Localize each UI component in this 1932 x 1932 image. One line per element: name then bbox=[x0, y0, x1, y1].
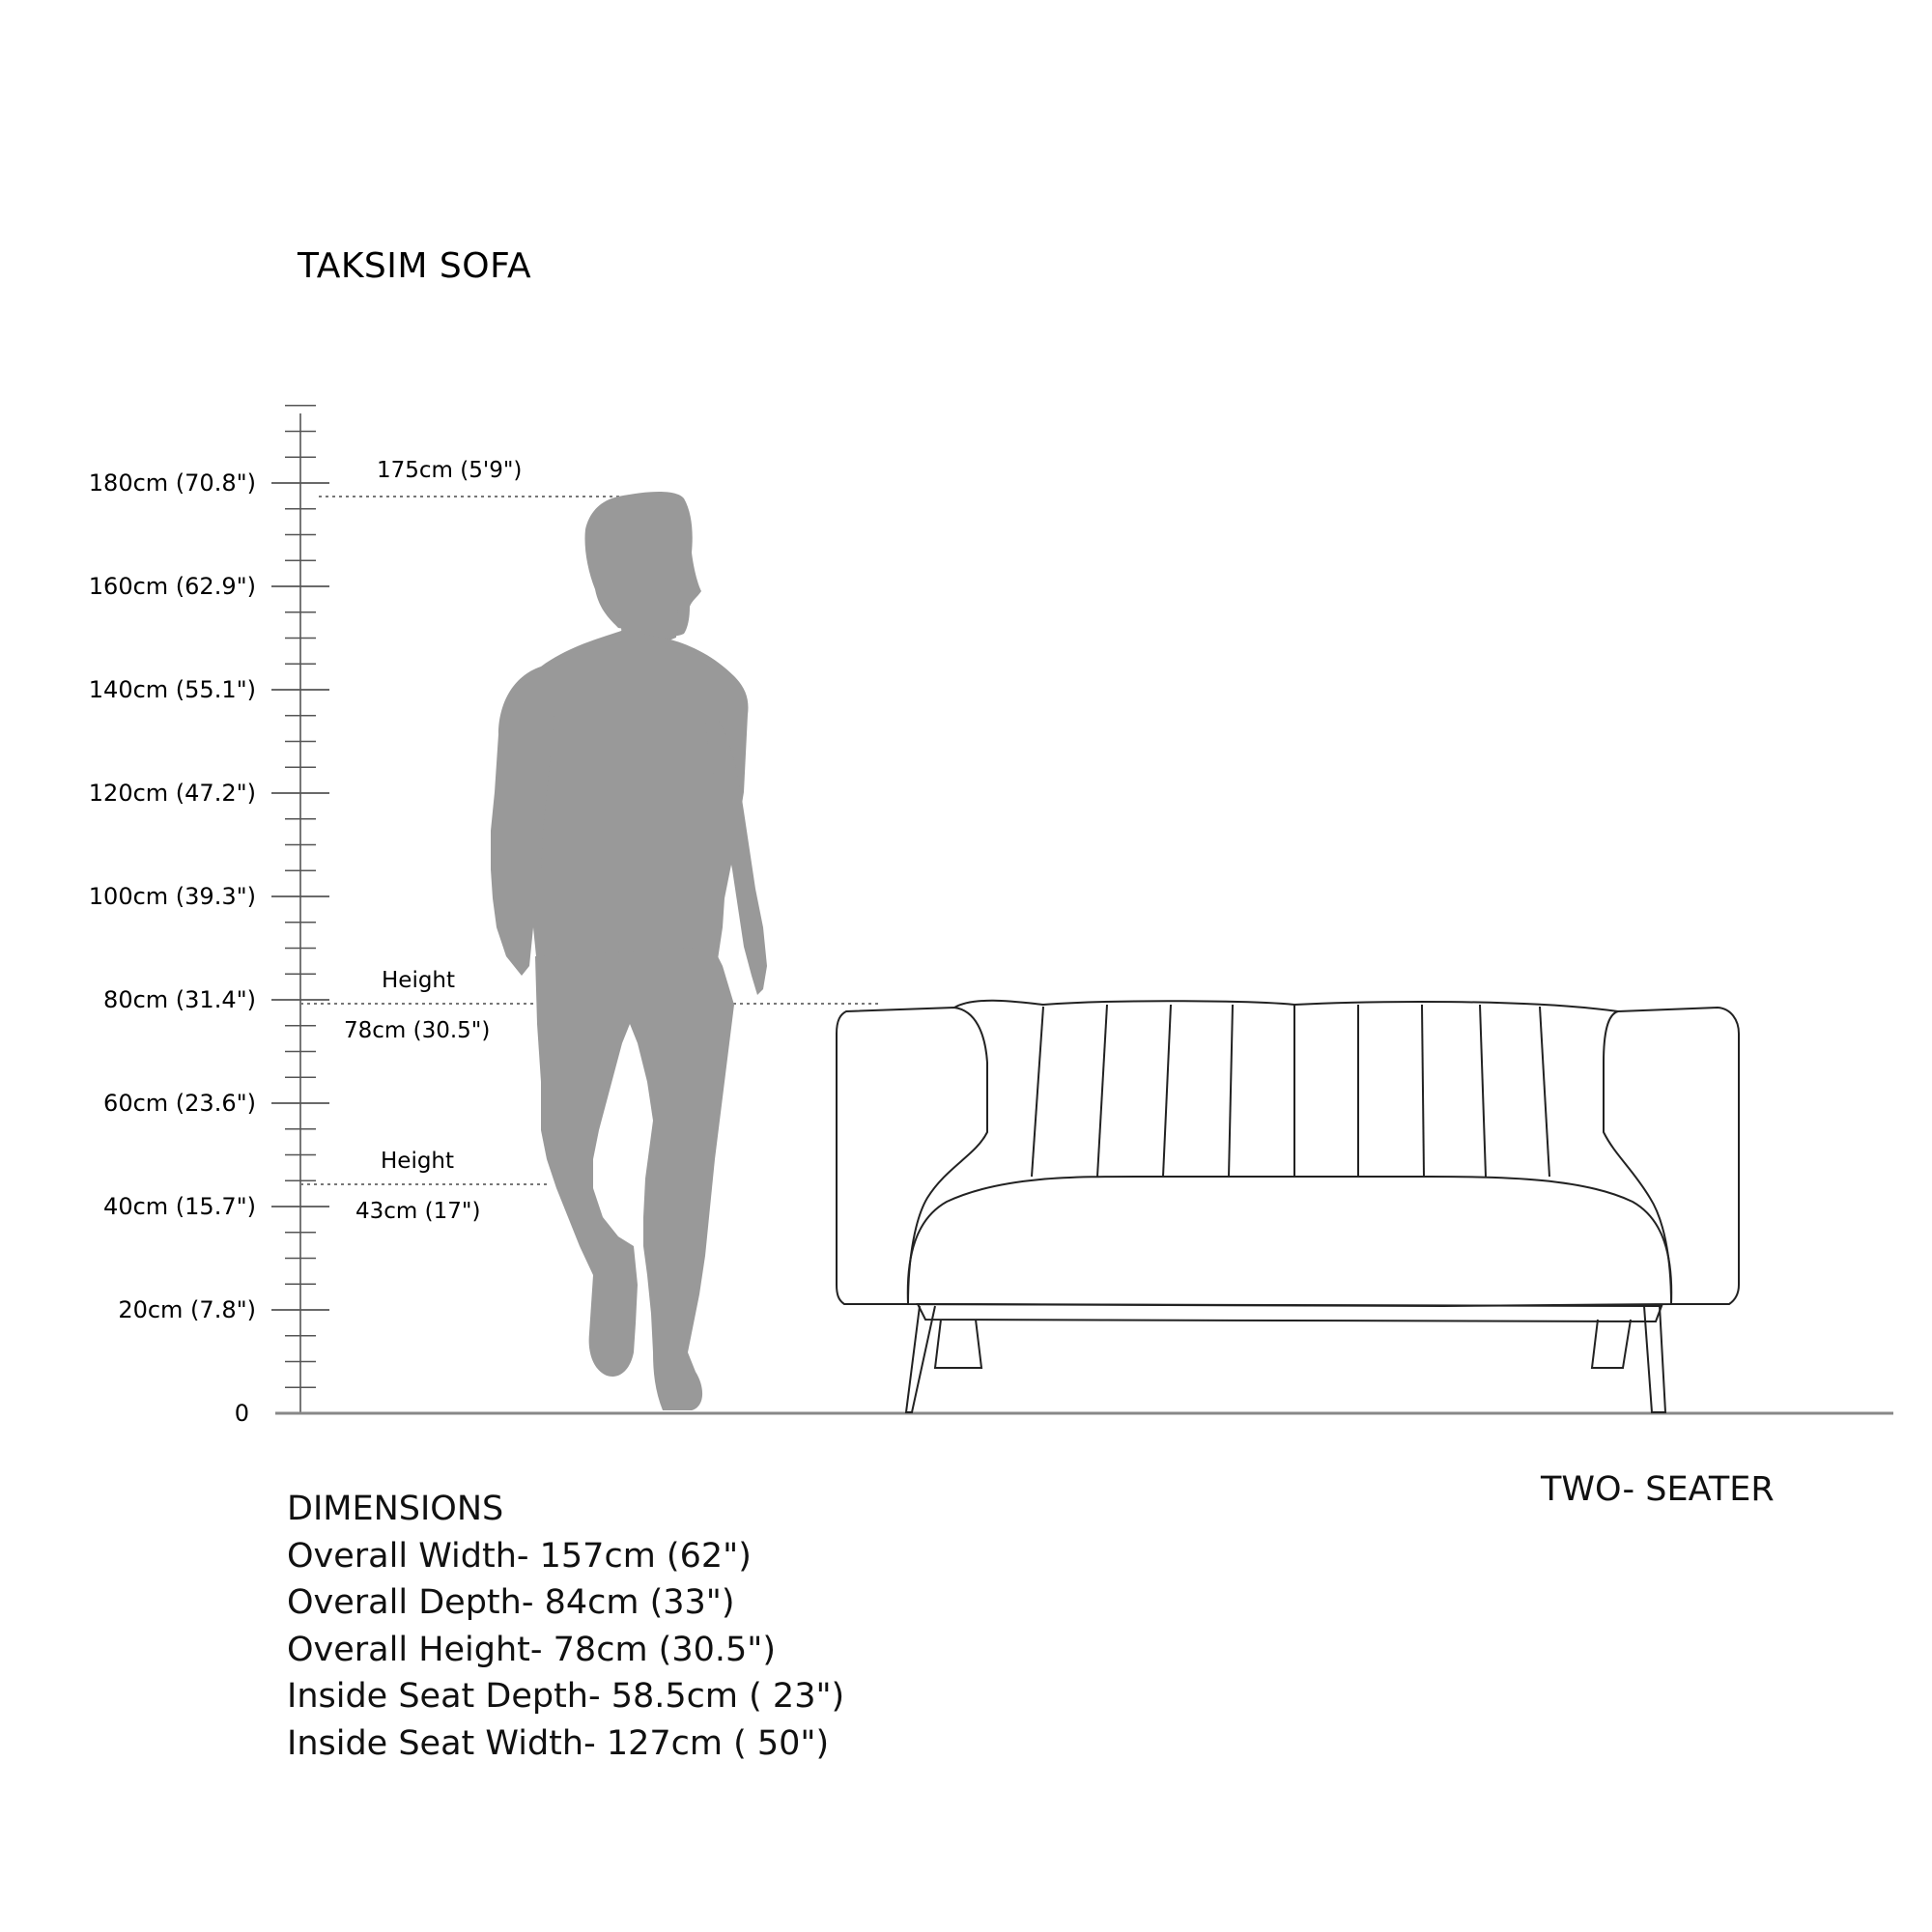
ruler-tick-label: 20cm (7.8") bbox=[118, 1296, 256, 1323]
ruler-tick-label: 100cm (39.3") bbox=[88, 883, 256, 910]
ruler-tick-label: 60cm (23.6") bbox=[103, 1090, 256, 1117]
sofa-right-arm bbox=[1604, 1008, 1739, 1304]
tuft-line bbox=[1229, 1005, 1233, 1177]
sofa-height-caption: Height bbox=[382, 968, 456, 993]
sofa-left-arm bbox=[837, 1008, 987, 1304]
dimension-line: Inside Seat Width- 127cm ( 50") bbox=[287, 1723, 830, 1763]
ruler-tick-label: 0 bbox=[234, 1400, 249, 1427]
ruler-tick-label: 40cm (15.7") bbox=[103, 1193, 256, 1220]
sofa-left-back-leg bbox=[935, 1320, 981, 1368]
sofa-left-front-leg bbox=[906, 1306, 935, 1412]
ruler-labels bbox=[89, 469, 256, 1427]
dimension-line: Inside Seat Depth- 58.5cm ( 23") bbox=[287, 1677, 845, 1716]
tuft-line bbox=[1422, 1005, 1424, 1177]
ruler-tick-label: 80cm (31.4") bbox=[103, 986, 256, 1013]
ruler-tick-label: 180cm (70.8") bbox=[88, 469, 256, 497]
person-height-label: 175cm (5'9") bbox=[377, 458, 523, 483]
ruler-tick-label: 160cm (62.9") bbox=[88, 573, 256, 600]
tuft-line bbox=[1480, 1005, 1486, 1177]
product-type-label: TWO- SEATER bbox=[1541, 1470, 1775, 1509]
sofa-base-rail bbox=[918, 1304, 1662, 1321]
tuft-line bbox=[1540, 1007, 1549, 1177]
sofa-height-value: 78cm (30.5") bbox=[344, 1018, 491, 1043]
tuft-line bbox=[1163, 1005, 1171, 1177]
sofa-drawing bbox=[837, 1001, 1739, 1412]
height-ruler bbox=[89, 406, 329, 1427]
dimension-line: Overall Height- 78cm (30.5") bbox=[287, 1630, 776, 1669]
dimension-line: Overall Width- 157cm (62") bbox=[287, 1536, 752, 1576]
ruler-tick-label: 140cm (55.1") bbox=[88, 676, 256, 703]
seat-height-caption: Height bbox=[381, 1149, 455, 1174]
sofa-right-back-leg bbox=[1592, 1320, 1631, 1368]
ruler-tick-label: 120cm (47.2") bbox=[88, 780, 256, 807]
dimensions-block bbox=[287, 1486, 844, 1767]
sofa-seat-cushion bbox=[908, 1177, 1671, 1306]
person-legs bbox=[535, 947, 734, 1410]
sofa-backrest bbox=[954, 1001, 1618, 1011]
tuft-line bbox=[1032, 1007, 1043, 1177]
diagram-title: TAKSIM SOFA bbox=[298, 246, 532, 286]
dimension-line: Overall Depth- 84cm (33") bbox=[287, 1583, 735, 1622]
person-silhouette bbox=[491, 492, 767, 1410]
tuft-line bbox=[1097, 1005, 1107, 1177]
dimensions-heading: DIMENSIONS bbox=[287, 1490, 504, 1528]
sofa-channel-tufting bbox=[1032, 1005, 1549, 1177]
seat-height-value: 43cm (17") bbox=[355, 1199, 481, 1224]
